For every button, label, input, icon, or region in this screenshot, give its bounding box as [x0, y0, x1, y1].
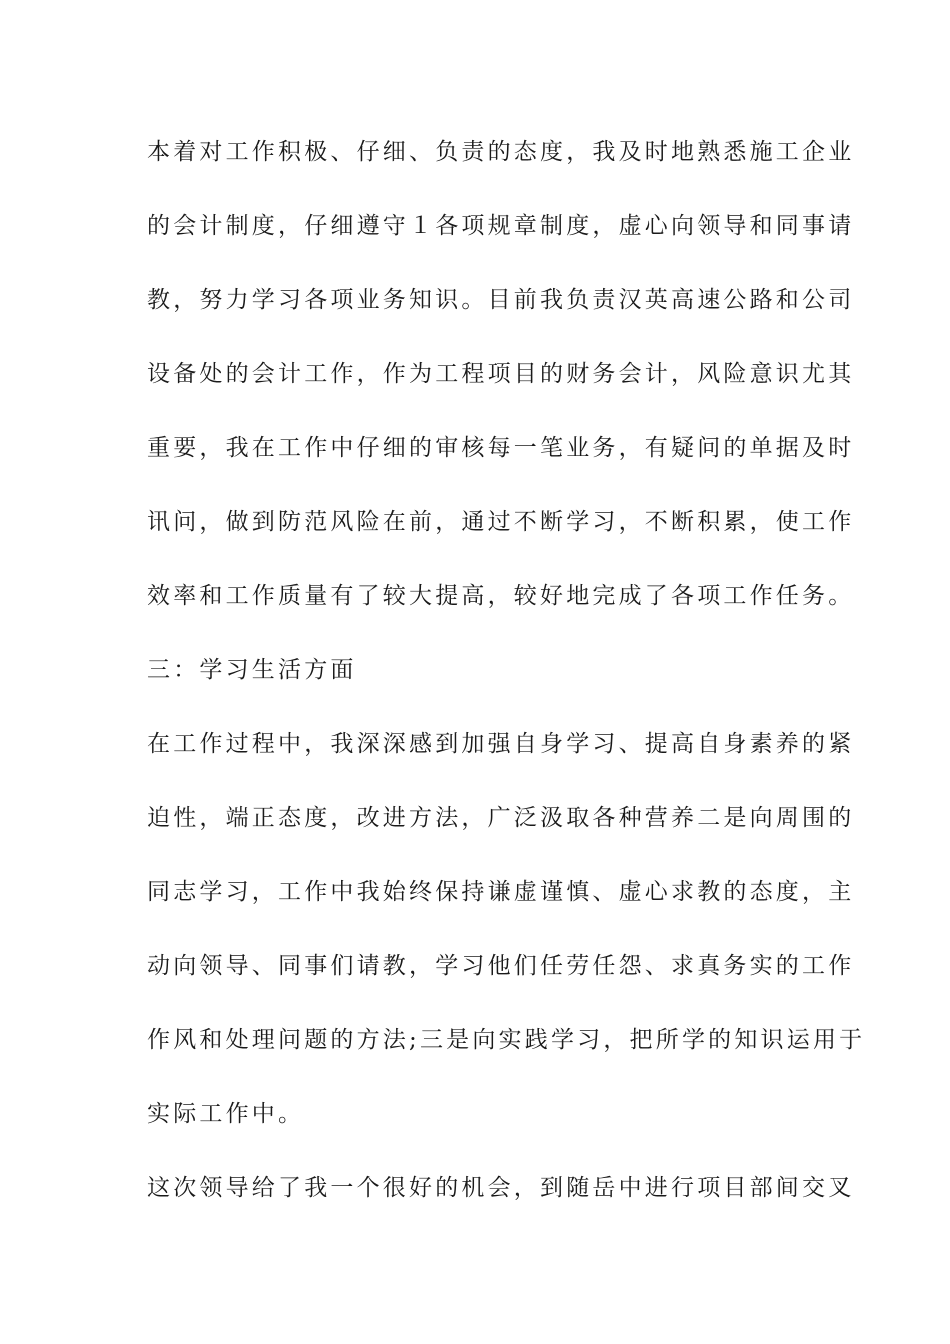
text-line: 实际工作中。 [147, 1101, 305, 1127]
text-line: 讯问，做到防范风险在前，通过不断学习，不断积累，使工作 [147, 509, 855, 535]
text-line: 的会计制度，仔细遵守１各项规章制度，虚心向领导和同事请 [147, 213, 855, 239]
text-line: 重要，我在工作中仔细的审核每一笔业务，有疑问的单据及时 [147, 435, 855, 461]
text-line: 教，努力学习各项业务知识。目前我负责汉英高速公路和公司 [147, 287, 855, 313]
body-text [147, 128, 866, 1238]
text-line: 设备处的会计工作，作为工程项目的财务会计，风险意识尤其 [147, 361, 855, 387]
text-line: 动向领导、同事们请教，学习他们任劳任怨、求真务实的工作 [147, 953, 855, 979]
text-line: 在工作过程中，我深深感到加强自身学习、提高自身素养的紧 [147, 731, 855, 757]
text-line: 这次领导给了我一个很好的机会，到随岳中进行项目部间交叉 [147, 1175, 855, 1201]
text-line: 同志学习，工作中我始终保持谦虚谨慎、虚心求教的态度，主 [147, 879, 855, 905]
text-line: 效率和工作质量有了较大提高，较好地完成了各项工作任务。 [147, 583, 855, 609]
text-line: 本着对工作积极、仔细、负责的态度，我及时地熟悉施工企业 [147, 139, 855, 165]
section-heading: 三：学习生活方面 [147, 657, 357, 683]
text-line: 作风和处理问题的方法;三是向实践学习，把所学的知识运用于 [147, 1027, 866, 1053]
text-line: 迫性，端正态度，改进方法，广泛汲取各种营养二是向周围的 [147, 805, 855, 831]
